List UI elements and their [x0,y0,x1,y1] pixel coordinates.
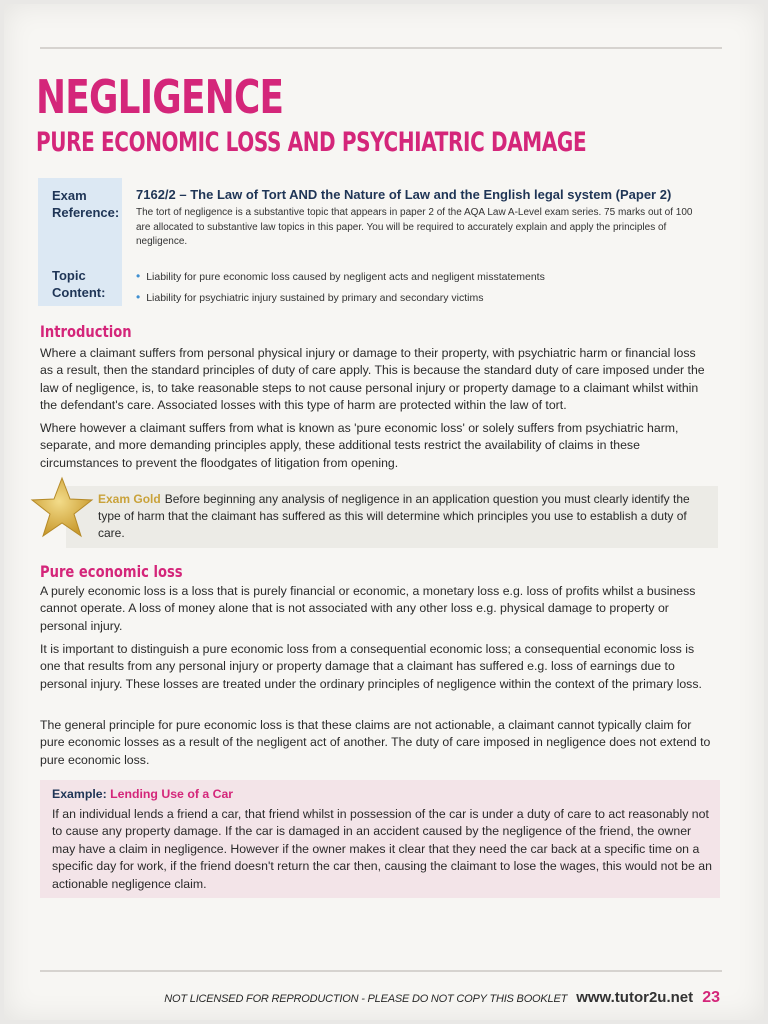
exam-info-box [38,178,718,306]
footer-website: www.tutor2u.net [576,989,694,1006]
introduction-paragraph: Where however a claimant suffers from what is known as 'pure economic loss' or solely suffers from psychiatric harm, separate, and more demanding principles apply, these additional tests restrict the availability of claims in these circumstances to prevent the floodgates of litigation from opening. [40,421,679,470]
exam-reference-description: The tort of negligence is a substantive topic that appears in paper 2 of the AQA Law A-Level exam series. 75 marks out of 100 are allocated to substantive law topics in this paper. You will be required to accurately explain and apply the principles of negligence. [136,207,693,247]
example-title: Lending Use of a Car [110,787,234,801]
exam-gold-text: Before beginning any analysis of negligence in an application question you must clearly identify the type of harm that the claimant has suffered as this will determine which principles you use to establish a duty of care. [98,492,690,540]
introduction-paragraph: Where a claimant suffers from personal physical injury or damage to their property, with psychiatric harm or financial loss as a result, then the standard principles of duty of care apply. This is because the standard duty of care imposed under the law of negligence, is, to take reasonable steps to not cause personal injury or property damage to a claimant whilst within the defendant's care. Associated losses with this type of harm are protected within the law of tort. [40,346,705,413]
example-label: Example: [52,787,107,801]
exam-label-line2: Reference: [52,205,120,220]
exam-gold-text-block [98,491,708,542]
page-title: NEGLIGENCE [36,70,284,124]
topic-content-label [52,267,105,301]
exam-reference-title: 7162/2 – The Law of Tort AND the Nature of Law and the English legal system (Paper 2) [136,187,672,202]
top-divider [40,47,722,49]
pure-economic-loss-paragraph: The general principle for pure economic loss is that these claims are not actionable, a claimant cannot typically claim for pure economic losses as a result of the negligent act of another. The duty of care imposed in negligence does not extend to pure economic loss. [40,718,711,767]
topic-label-line2: Content: [52,285,106,300]
bottom-divider [40,970,722,972]
topic-item: • Liability for pure economic loss caused by negligent acts and negligent misstatements [136,266,545,287]
page-footer [164,989,720,1007]
pure-economic-loss-heading: Pure economic loss [40,562,183,581]
example-heading [52,787,233,801]
star-icon [30,476,94,540]
exam-label-line1: Exam [52,188,87,203]
topic-list [136,266,545,308]
page-number: 23 [702,989,720,1006]
exam-gold-label: Exam Gold [98,492,161,506]
pure-economic-loss-paragraph: It is important to distinguish a pure economic loss from a consequential economic loss; a consequential economic loss is one that results from any personal injury or property damage that a claimant has suffered e.g. loss of earnings due to personal injury. These losses are treated under the ordinary principles of negligence within the context of the primary loss. [40,642,702,691]
pure-economic-loss-paragraph: A purely economic loss is a loss that is purely financial or economic, a monetary loss e.g. loss of profits whilst a business cannot operate. A loss of money alone that is not associated with any other loss e.g. physical damage to property or personal injury. [40,584,696,633]
footer-disclaimer: NOT LICENSED FOR REPRODUCTION - PLEASE DO NOT COPY THIS BOOKLET [164,993,568,1005]
example-text: If an individual lends a friend a car, that friend whilst in possession of the car is under a duty of care to act reasonably not to cause any property damage. If the car is damaged in an accident caused by the negligence of the friend, the owner may have a claim in negligence. However if the owner makes it clear that they need the car back at a specific time on a specific day for work, if the friend doesn't return the car then, causing the claimant to lose the wages, this would not be an actionable negligence claim. [52,807,712,891]
page-subtitle: PURE ECONOMIC LOSS AND PSYCHIATRIC DAMAGE [36,127,587,158]
introduction-heading: Introduction [40,322,132,341]
topic-label-line1: Topic [52,268,86,283]
topic-item: • Liability for psychiatric injury sustained by primary and secondary victims [136,287,545,308]
exam-reference-label [52,187,119,221]
